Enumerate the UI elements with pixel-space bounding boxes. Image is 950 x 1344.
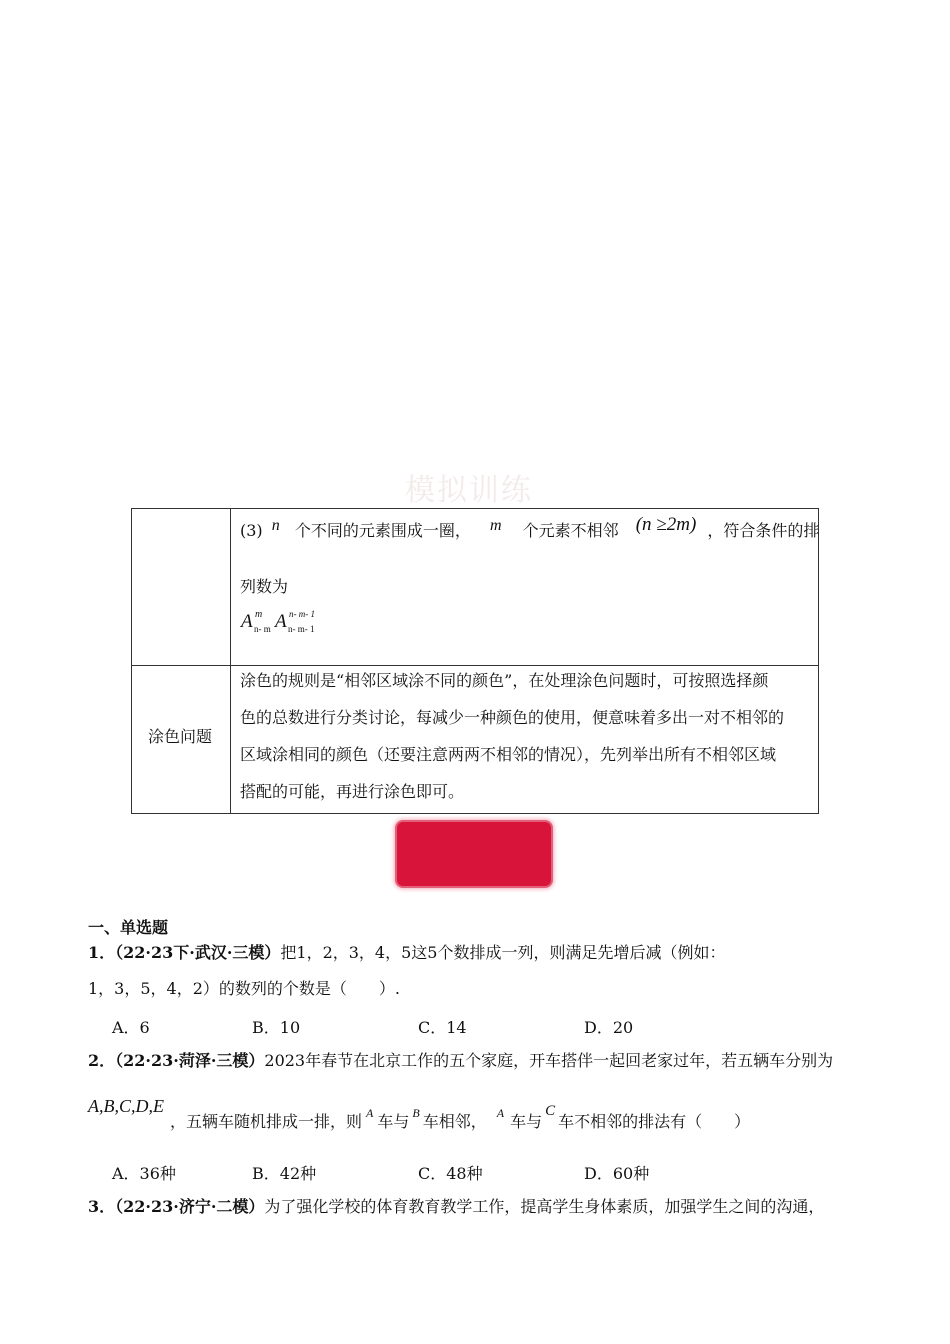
car-a-label-1: A: [366, 1106, 374, 1120]
question-2-number: 2．: [88, 1051, 116, 1070]
formula-a2-sub: n- m- 1: [288, 624, 315, 634]
question-1-option-d[interactable]: D．20: [584, 1018, 634, 1037]
question-2-text: 2023年春节在北京工作的五个家庭，开车搭伴一起回老家过年，若五辆车分别为: [264, 1051, 834, 1070]
question-1-option-c[interactable]: C．14: [418, 1018, 467, 1037]
row1-text3: ，符合条件的排: [707, 521, 820, 540]
question-1-option-a[interactable]: A．6: [112, 1018, 150, 1037]
question-2-text-a: ，五辆车随机排成一排，则: [170, 1112, 363, 1131]
question-2-vars: A,B,C,D,E: [88, 1096, 164, 1116]
table-vertical-divider: [230, 509, 231, 813]
question-2-line1: [88, 1051, 833, 1071]
table-horizontal-divider: [132, 665, 818, 666]
question-1-number: 1．: [88, 943, 116, 962]
question-2-text-e: 车不相邻的排法有（ ）: [558, 1112, 751, 1131]
row1-text2: 个元素不相邻: [522, 521, 619, 540]
question-2-text-c: 车相邻，: [422, 1112, 487, 1131]
section-stamp-banner: [397, 822, 551, 886]
car-a-label-2: A: [496, 1106, 505, 1120]
var-n: n: [271, 517, 280, 534]
row2-label: 涂色问题: [148, 727, 213, 746]
question-2-line2: [170, 1103, 751, 1133]
row1-line2: 列数为: [240, 577, 289, 596]
car-c-label: C: [545, 1103, 556, 1119]
question-3-line1: [88, 1197, 824, 1217]
row1-prefix: (3): [240, 521, 263, 540]
var-m: m: [489, 517, 502, 534]
summary-table: [131, 508, 819, 814]
question-2-text-b: 车与: [377, 1112, 410, 1131]
row1-line1: [240, 514, 820, 541]
condition-formula: (n ≥2m): [635, 514, 697, 535]
question-1-text: 把1，2，3，4，5这5个数排成一列，则满足先增后减（例如：: [280, 943, 726, 962]
question-1-line2: 1，3，5，4，2）的数列的个数是（ ）.: [88, 979, 400, 998]
question-1-line1: [88, 943, 725, 963]
formula-a2: A: [275, 611, 287, 632]
question-2-option-a[interactable]: A．36种: [112, 1164, 176, 1183]
formula-a2-sup: n- m- 1: [289, 609, 315, 619]
question-3-source: （22·23·济宁·二模）: [115, 1197, 265, 1216]
question-1-option-b[interactable]: B．10: [252, 1018, 301, 1037]
watermark-text: 模拟训练: [405, 473, 533, 508]
formula-a1-sub: n- m: [254, 624, 271, 634]
question-2-option-d[interactable]: D．60种: [584, 1164, 650, 1183]
row2-line1: 涂色的规则是“相邻区域涂不同的颜色”，在处理涂色问题时，可按照选择颜: [240, 671, 769, 690]
question-2-text-d: 车与: [510, 1112, 543, 1131]
question-2-option-b[interactable]: B．42种: [252, 1164, 317, 1183]
car-b-label: B: [412, 1106, 420, 1120]
question-1-source: （22·23下·武汉·三模）: [115, 943, 281, 962]
section-title: 一、单选题: [88, 918, 169, 937]
formula-a1: A: [241, 611, 253, 632]
question-3-number: 3．: [88, 1197, 116, 1216]
question-2-option-c[interactable]: C．48种: [418, 1164, 483, 1183]
formula-a1-sup: m: [255, 609, 263, 620]
row2-line3: 区域涂相同的颜色（还要注意两两不相邻的情况），先列举出所有不相邻区域: [240, 745, 777, 764]
question-3-text: 为了强化学校的体育教育教学工作，提高学生身体素质，加强学生之间的沟通，: [264, 1197, 825, 1216]
permutation-formula: [241, 609, 361, 639]
row2-line4: 搭配的可能，再进行涂色即可。: [240, 782, 465, 801]
row1-text1: 个不同的元素围成一圈，: [294, 521, 471, 540]
question-2-source: （22·23·菏泽·三模）: [115, 1051, 265, 1070]
row2-line2: 色的总数进行分类讨论，每减少一种颜色的使用，便意味着多出一对不相邻的: [240, 708, 785, 727]
